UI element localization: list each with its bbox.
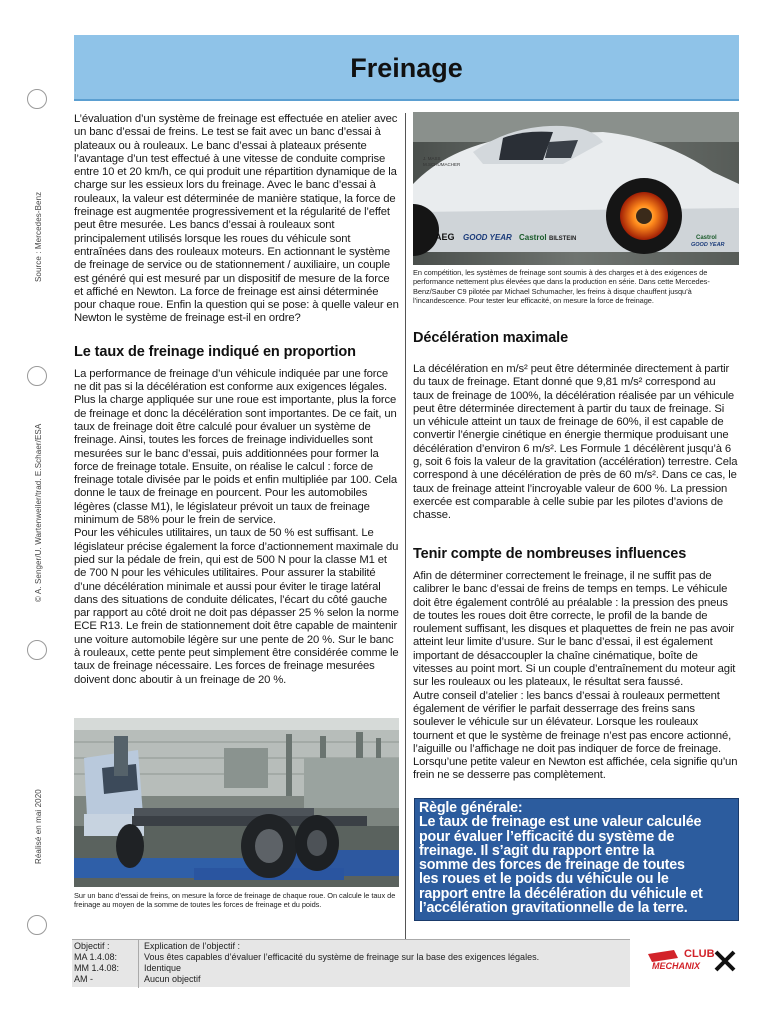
influences-paragraph-1: Afin de déterminer correctement le freinage, il ne suffit pas de calibrer le banc d’essai de freins de temps en temps. Le véhicule doit être également contrôlé au préalable : la pression des pneus de toutes les roues doit être correcte, le profil de la bande de roulement suffisant, les disques et plaquettes de frein ne pas avoir atteint leur limite d’usure. Sur le banc d’essai, il est également important de désaccoupler la chaîne cinématique, boîte de vitesses au point mort. Si un couple d’entraînement du moteur agit sur les rouleaux ou les plateaux, le résultat sera faussé. — [413, 570, 736, 689]
rule-line: rapport entre la décélération du véhicule et — [419, 885, 703, 902]
footer-am-code: AM - — [74, 974, 93, 984]
livery-driver2: M.SCHUMACHER — [423, 162, 461, 167]
rule-line: freinage. Il s’agit du rapport entre la — [419, 842, 655, 859]
caption-race-car: En compétition, les systèmes de freinage sont soumis à des charges et à des exigences de performance nettement plus élevées que dans la production en série. Dans cette Mercedes-Benz/Sauber C9 pilotée par Michael Schumacher, les freins à disque chauffent jusqu’à l’incandescence. Pour tester leur efficacité, on mesure la force de freinage. — [413, 268, 710, 306]
livery-aeg: AEG — [435, 232, 455, 242]
brake-test-truck-photo — [74, 718, 399, 887]
livery-bilstein: BILSTEIN — [549, 236, 577, 242]
footer-objectif-label: Objectif : — [74, 941, 110, 951]
page-title: Freinage — [350, 53, 463, 83]
footer-divider — [138, 940, 139, 988]
rule-line: Le taux de freinage est une valeur calculée — [419, 814, 702, 831]
footer-am-text: Aucun objectif — [144, 974, 201, 984]
influences-paragraph-2: Autre conseil d’atelier : les bancs d’essai à rouleaux permettent également de vérifier le parfait desserrage des freins sans soulever le véhicule sur un élévateur. Lorsque les rouleaux tournent et que le système de freinage n’est pas encore actionné, l’aiguille ou l’affichage ne doit pas indiquer de force de freinage. Lorsqu’une petite valeur en Newton est affichée, cela signifie qu’un frein ne se desserre pas complètement. — [413, 689, 738, 782]
right-column-influences — [413, 546, 739, 783]
livery-castrol-rear: Castrol — [696, 235, 717, 241]
objective-footer — [72, 939, 630, 987]
livery-goodyear-rear: GOOD YEAR — [691, 242, 725, 248]
binder-hole-4 — [27, 915, 47, 935]
taux-paragraph-2: Pour les véhicules utilitaires, un taux de 50 % est suffisant. Le législateur précise également la force d’actionnement maximale du pied sur la pédale de frein, qui est de 500 N pour la classe M1 et de 700 N pour les véhicules utilitaires. Pour assurer la stabilité d’une décélération minimale et aussi pour éviter le tirage latéral dans des situations de conduite délicates, l’écart du côté gauche par rapport au côté droit ne doit pas dépasser 25 % selon la norme ECE R13. Le frein de stationnement doit être capable de maintenir une voiture automobile légère sur une pente de 20 %. Sur le banc à rouleaux, cette pente peut simplement être considérée comme le taux de freinage nécessaire. Les forces de freinage mesurées doivent donc aboutir à un freinage de 20 %. — [74, 527, 399, 686]
club-mechanix-logo — [644, 944, 740, 974]
section-heading-taux: Le taux de freinage indiqué en proportion — [74, 343, 356, 360]
rule-line: Règle générale: — [419, 800, 523, 816]
footer-mm-code: MM 1.4.08: — [74, 963, 120, 973]
taux-paragraph-1: La performance de freinage d’un véhicule indiquée par une force ne dit pas si la décélération est conforme aux exigences légales. Plus la charge appliquée sur une roue est importante, plus la force de freinage et donc la décélération sont importantes. De ce fait, un taux de freinage doit être calculé pour évaluer un système de freinage. Ainsi, toutes les forces de freinage individuelles sont mesurées sur le banc d’essai, puis additionnées pour former la force de freinage totale. Ensuite, on réalise le calcul : force de freinage totale divisée par le poids et enfin multipliée par 100. Cela donne le taux de freinage en pourcent. Pour les automobiles légères (classe M1), le législateur prévoit un taux de freinage minimum de 58% pour le frein de service. — [74, 367, 397, 527]
section-heading-deceleration: Décélération maximale — [413, 330, 569, 346]
caption-truck: Sur un banc d’essai de freins, on mesure la force de freinage de chaque roue. On calcule le taux de freinage au moyen de la somme de toutes les forces de freinage et du poids. — [74, 891, 396, 910]
logo-line1: CLUB — [684, 948, 715, 960]
rule-line: l’accélération gravitationnelle de la terre. — [419, 900, 688, 917]
rule-box — [414, 798, 739, 921]
livery-driver1: J. MASS — [423, 156, 441, 161]
right-column-deceleration — [413, 330, 739, 523]
binder-hole-1 — [27, 89, 47, 109]
binder-hole-3 — [27, 640, 47, 660]
left-column — [74, 113, 399, 687]
footer-explication-label: Explication de l’objectif : — [144, 941, 241, 951]
logo-line2: MECHANIX — [652, 961, 701, 971]
side-date: Réalisé en mai 2020 — [34, 789, 43, 864]
race-car-photo — [413, 112, 739, 265]
side-copyright: © A. Senger/U. Wartenweiler/trad. E.Schaer/ESA — [34, 423, 43, 602]
rule-line: les roues et le poids du véhicule ou le — [419, 871, 669, 888]
binder-hole-2 — [27, 366, 47, 386]
footer-ma-text: Vous êtes capables d’évaluer l’efficacité du système de freinage sur la base des exigences légales. — [144, 952, 540, 962]
footer-mm-text: Identique — [144, 963, 182, 973]
column-divider — [405, 113, 406, 940]
title-bar — [74, 35, 739, 101]
footer-ma-code: MA 1.4.08: — [74, 952, 118, 962]
intro-paragraph: L’évaluation d’un système de freinage est effectuée en atelier avec un banc d’essai de freins. Le test se fait avec un banc d’essai à plateaux ou à rouleaux. Le banc d’essai à plateaux présente l’avantage d’un test effectué à une vitesse de conduite comprise entre 10 et 20 km/h, ce qui produit une répartition dynamique de la charge sur les essieux lors du freinage. Avec le banc d’essai à rouleaux, la valeur est déterminée de manière statique, la force de freinage est augmentée progressivement et la régularité de l’effet peut être mesurée. Les bancs d’essai à rouleaux sont principalement utilisés lorsque les roues du véhicule sont entraînées dans des rouleaux moteurs. En actionnant le système de freinage de service ou de stationnement / auxiliaire, un couple est généré qui est mesuré par un dispositif de mesure de la force et affiché en Newton. La force de freinage est ainsi déterminée pour chaque roue. Enfin la question qui se pose: à quelle valeur en Newton le système de freinage est-il en ordre? — [74, 113, 399, 325]
rule-line: pour évaluer l’efficacité du système de — [419, 828, 675, 845]
side-source: Source : Mercedes-Benz — [34, 191, 43, 282]
section-heading-influences: Tenir compte de nombreuses influences — [413, 546, 687, 562]
rule-line: somme des forces de freinage de toutes — [419, 857, 685, 874]
livery-castrol: Castrol — [519, 233, 547, 242]
deceleration-paragraph: La décélération en m/s² peut être déterminée directement à partir du taux de freinage. Etant donné que 9,81 m/s² correspond au taux de freinage de 100%, la décélération réalisée par un véhicule peut être déterminée directement à partir du taux de freinage. Si un véhicule atteint un taux de freinage de 60%, il est capable de convertir l’énergie cinétique en énergie thermique produisant une décélération d’environ 6 m/s². Les Formule 1 décélèrent jusqu’à 6 g, soit 6 fois la valeur de la gravitation (accélération) terrestre. Cela correspond à une décélération de près de 60 m/s². Dans ce cas, le taux de freinage atteint l’incroyable valeur de 600 %. La pression exercée est comparable à celle subie par les pilotes d’avions de chasse. — [413, 363, 738, 522]
livery-goodyear: GOOD YEAR — [463, 233, 512, 242]
